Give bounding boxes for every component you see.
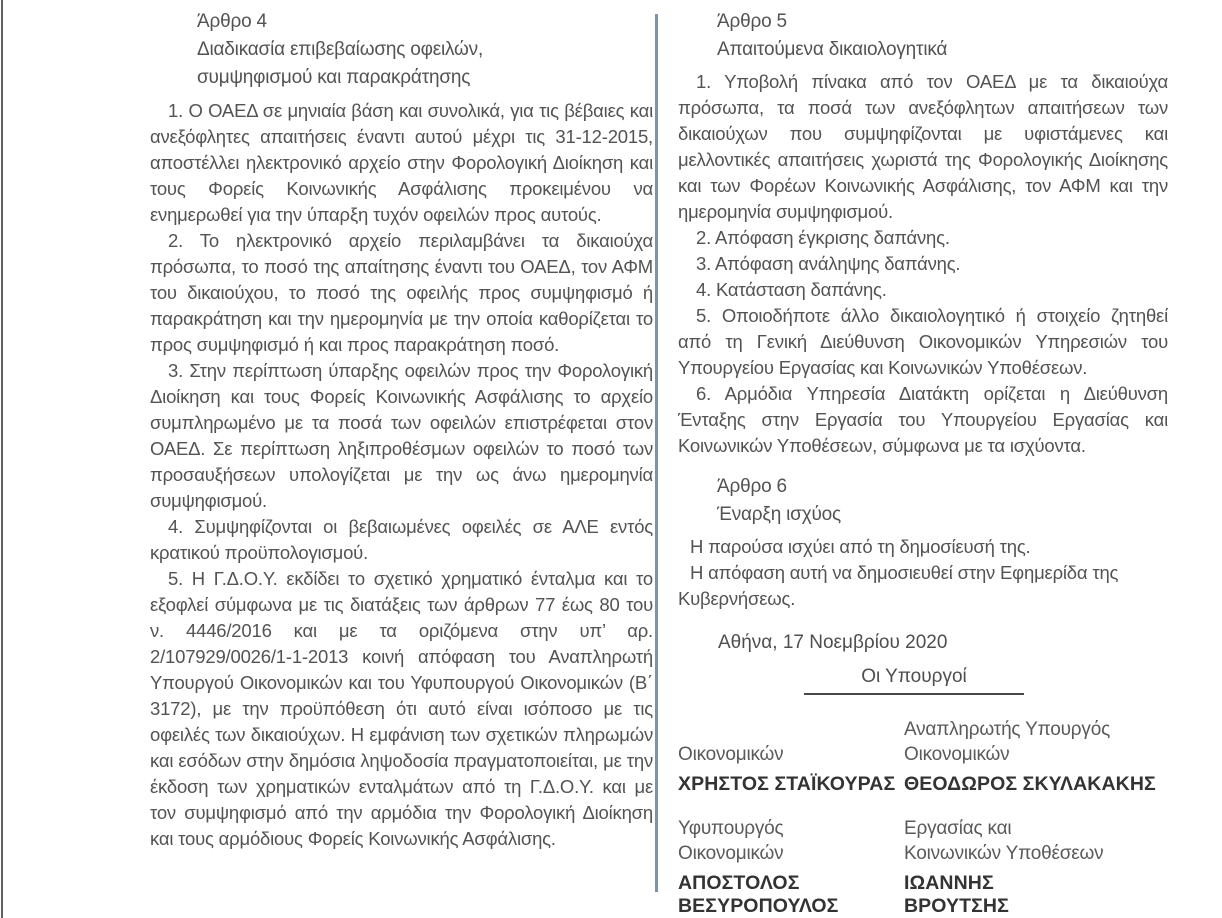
article-4-paragraph-2: 2. Το ηλεκτρονικό αρχείο περιλαμβάνει τα δικαιούχα πρόσωπα, το ποσό της απαίτησης έναντι του ΟΑΕΔ, τον ΑΦΜ του δικαιούχου, το ποσό της οφειλής προς συμψηφισμό ή παρακράτηση και την ημερομηνία με την οποία καθορίζεται το προς συμψηφισμό ή και προς παρακράτηση ποσό. <box>150 230 653 355</box>
article-5-subtitle: Απαιτούμενα δικαιολογητικά <box>717 39 948 60</box>
date-line: Αθήνα, 17 Νοεμβρίου 2020 <box>718 632 948 653</box>
signature-title-finance: Οικονομικών <box>678 744 784 765</box>
article-4-paragraph-4: 4. Συμψηφίζονται οι βεβαιωμένες οφειλές σε ΑΛΕ εντός κρατικού προϋπολογισμού. <box>150 516 653 563</box>
signature-title-labour-social-affairs: Εργασίας και Κοινωνικών Υποθέσεων <box>904 818 1104 864</box>
ministers-heading: Οι Υπουργοί <box>804 665 1024 695</box>
signature-block <box>678 717 1168 918</box>
article-5-paragraph-3: 3. Απόφαση ανάληψης δαπάνης. <box>696 253 961 274</box>
right-column <box>678 8 1168 918</box>
column-divider <box>655 14 658 892</box>
article-5-paragraph-5: 5. Οποιοδήποτε άλλο δικαιολογητικό ή στοιχείο ζητηθεί από τη Γενική Διεύθυνση Οικονομικών Υπηρεσιών του Υπουργείου Εργασίας και Κοινωνικών Υποθέσεων. <box>678 305 1168 378</box>
article-4-heading <box>197 8 653 92</box>
article-5-heading <box>717 8 1168 64</box>
signature-name-vroutsis: ΙΩΑΝΝΗΣ ΒΡΟΥΤΣΗΣ <box>904 872 1009 917</box>
article-5-title: Άρθρο 5 <box>717 11 787 32</box>
article-5-paragraph-4: 4. Κατάσταση δαπάνης. <box>696 279 887 300</box>
article-4-subtitle-line-1: Διαδικασία επιβεβαίωσης οφειλών, <box>197 39 484 60</box>
article-4-paragraph-5: 5. Η Γ.Δ.Ο.Υ. εκδίδει το σχετικό χρηματικό ένταλμα και το εξοφλεί σύμφωνα με τις διατάξεις των άρθρων 77 έως 80 του ν. 4446/2016 και με τα οριζόμενα στην υπ’ αρ. 2/107929/0026/1-1-2013 κοινή απόφαση του Αναπληρωτή Υπουργού Οικονομικών και του Υφυπουργού Οικονομικών (Β΄ 3172), με την προϋπόθεση ότι αυτό είναι ισόποσο με τις οφειλές των δικαιούχων. Η εμφάνιση των σχετικών πληρωμών και εσόδων στην δημόσια ληψοδοσία πραγματοποιείται, με την έκδοση των χρηματικών ενταλμάτων από τη Γ.Δ.Ο.Υ. και με τον συμψηφισμό από την αρμόδια την Φορολογική Διοίκηση και τους αρμόδιους Φορείς Κοινωνικής Ασφάλισης. <box>150 568 653 849</box>
article-6-paragraph-2: Η απόφαση αυτή να δημοσιευθεί στην Εφημερίδα της Κυβερνήσεως. <box>678 562 1119 609</box>
signature-name-skylakakis: ΘΕΟΔΩΡΟΣ ΣΚΥΛΑΚΑΚΗΣ <box>904 773 1156 795</box>
signature-name-vesyropoulos: ΑΠΟΣΤΟΛΟΣ ΒΕΣΥΡΟΠΟΥΛΟΣ <box>678 872 839 917</box>
left-column <box>150 8 653 852</box>
article-6-heading <box>717 473 1168 529</box>
article-4-paragraph-3: 3. Στην περίπτωση ύπαρξης οφειλών προς την Φορολογική Διοίκηση και τους Φορείς Κοινωνικής Ασφάλισης το αρχείο συμπληρωμένο με τα ποσά των οφειλών επιστρέφεται στον ΟΑΕΔ. Σε περίπτωση ληξιπροθέσμων οφειλών το ποσό των προσαυξήσεων υπολογίζεται με την ως άνω ημερομηνία συμψηφισμού. <box>150 360 653 511</box>
article-4-subtitle-line-2: συμψηφισμού και παρακράτησης <box>197 67 471 88</box>
article-5-paragraph-1: 1. Υποβολή πίνακα από τον ΟΑΕΔ με τα δικαιούχα πρόσωπα, τα ποσά των ανεξόφλητων απαιτήσεων των δικαιούχων που συμψηφίζονται με υφιστάμενες και μελλοντικές απαιτήσεις χωριστά της Φορολογικής Διοίκησης και των Φορέων Κοινωνικής Ασφάλισης, τον ΑΦΜ και την ημερομηνία συμψηφισμού. <box>678 71 1168 222</box>
article-6-paragraph-1: Η παρούσα ισχύει από τη δημοσίευσή της. <box>690 536 1031 557</box>
article-5-paragraph-6: 6. Αρμόδια Υπηρεσία Διατάκτη ορίζεται η Διεύθυνση Ένταξης στην Εργασία του Υπουργείου Εργασίας και Κοινωνικών Υποθέσεων, σύμφωνα με τα ισχύοντα. <box>678 383 1168 456</box>
article-4-title: Άρθρο 4 <box>197 11 267 32</box>
article-5-paragraph-2: 2. Απόφαση έγκρισης δαπάνης. <box>696 227 950 248</box>
signature-name-staikouras: ΧΡΗΣΤΟΣ ΣΤΑΪΚΟΥΡΑΣ <box>678 773 896 795</box>
signature-title-deputy-minister-finance: Αναπληρωτής Υπουργός Οικονομικών <box>904 719 1111 765</box>
page-edge-line <box>1 0 3 918</box>
signature-title-undersecretary-finance: Υφυπουργός Οικονομικών <box>678 818 784 864</box>
article-6-subtitle: Έναρξη ισχύος <box>717 504 841 525</box>
article-6-title: Άρθρο 6 <box>717 476 787 497</box>
article-4-paragraph-1: 1. Ο ΟΑΕΔ σε μηνιαία βάση και συνολικά, για τις βέβαιες και ανεξόφλητες απαιτήσεις έναντι αυτού μέχρι τις 31-12-2015, αποστέλλει ηλεκτρονικό αρχείο στην Φορολογική Διοίκηση και τους Φορείς Κοινωνικής Ασφάλισης προκειμένου να ενημερωθεί για την ύπαρξη τυχόν οφειλών προς αυτούς. <box>150 100 653 225</box>
